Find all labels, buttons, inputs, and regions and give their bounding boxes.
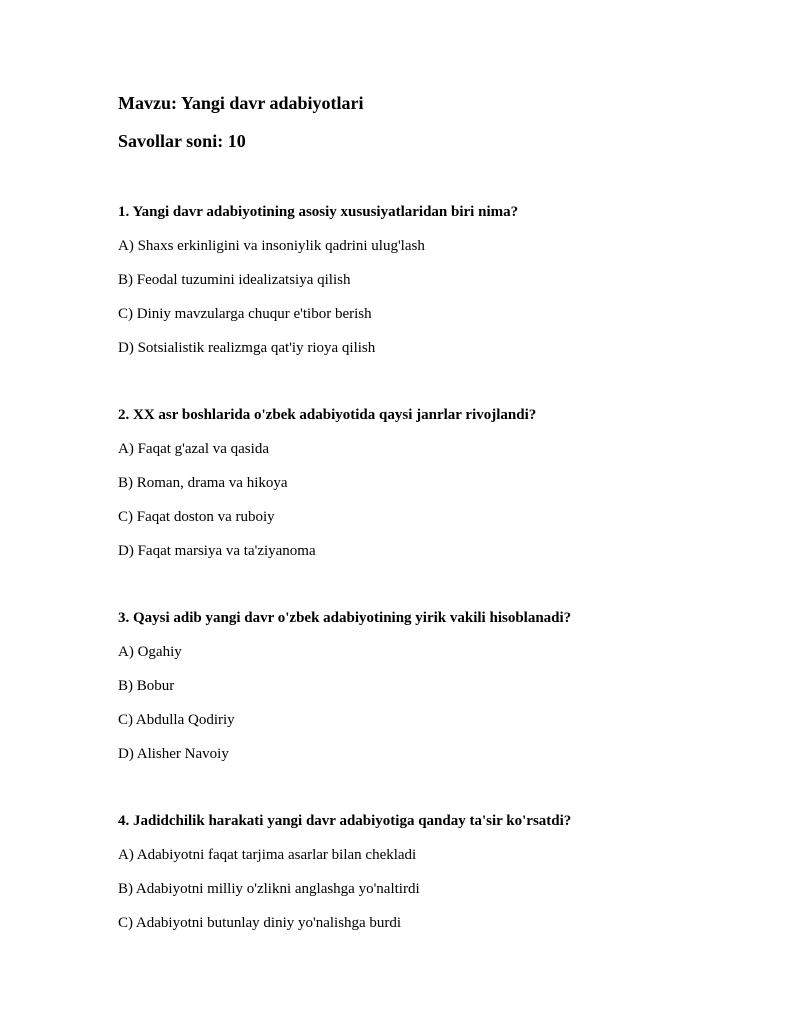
question-block-1 — [118, 202, 758, 358]
question-text: 4. Jadidchilik harakati yangi davr adabiyotiga qanday ta'sir ko'rsatdi? — [118, 813, 572, 829]
answer-option-a: A) Ogahiy — [118, 644, 182, 660]
answer-option-d: D) Sotsialistik realizmga qat'iy rioya qilish — [118, 340, 376, 356]
answer-option-c: C) Adabiyotni butunlay diniy yo'nalishga burdi — [118, 915, 402, 931]
answer-option-a: A) Shaxs erkinligini va insoniylik qadrini ulug'lash — [118, 238, 425, 254]
answer-option-c: C) Faqat doston va ruboiy — [118, 509, 275, 525]
answer-option-d: D) Alisher Navoiy — [118, 746, 229, 762]
answer-option-b: B) Roman, drama va hikoya — [118, 475, 288, 491]
answer-option-b: B) Feodal tuzumini idealizatsiya qilish — [118, 272, 351, 288]
question-block-3 — [118, 608, 758, 764]
answer-option-a: A) Adabiyotni faqat tarjima asarlar bilan chekladi — [118, 847, 417, 863]
answer-option-b: B) Adabiyotni milliy o'zlikni anglashga yo'naltirdi — [118, 881, 420, 897]
question-text: 1. Yangi davr adabiyotining asosiy xususiyatlaridan biri nima? — [118, 204, 519, 220]
question-block-4 — [118, 811, 758, 933]
question-count-heading: Savollar soni: 10 — [118, 131, 246, 151]
question-text: 3. Qaysi adib yangi davr o'zbek adabiyotining yirik vakili hisoblanadi? — [118, 610, 572, 626]
question-text: 2. XX asr boshlarida o'zbek adabiyotida qaysi janrlar rivojlandi? — [118, 407, 537, 423]
answer-option-b: B) Bobur — [118, 678, 175, 694]
topic-heading: Mavzu: Yangi davr adabiyotlari — [118, 93, 364, 113]
question-block-2 — [118, 405, 758, 561]
answer-option-a: A) Faqat g'azal va qasida — [118, 441, 269, 457]
answer-option-c: C) Abdulla Qodiriy — [118, 712, 235, 728]
answer-option-d: D) Faqat marsiya va ta'ziyanoma — [118, 543, 316, 559]
answer-option-c: C) Diniy mavzularga chuqur e'tibor berish — [118, 306, 372, 322]
